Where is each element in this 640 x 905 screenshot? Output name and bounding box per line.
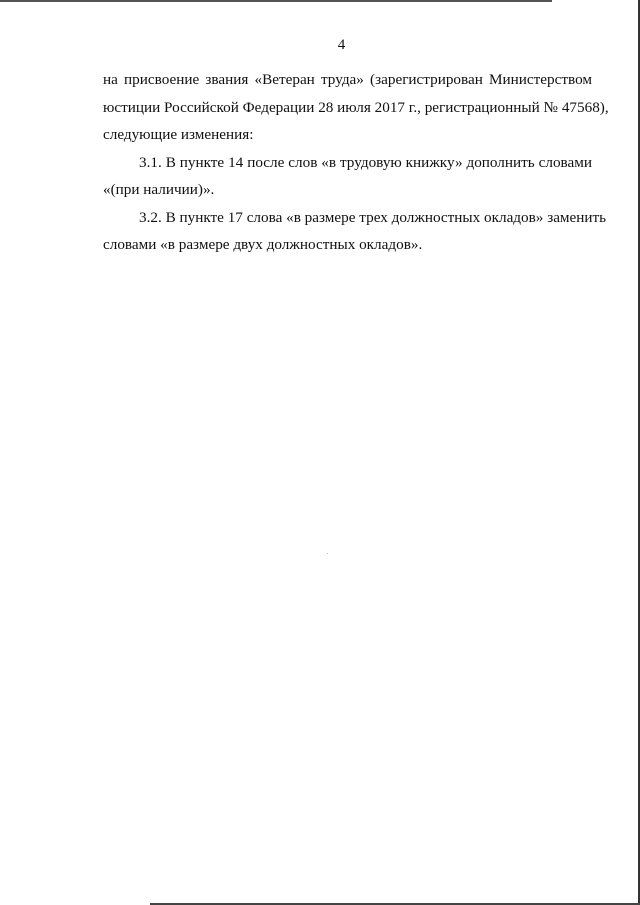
item-3-1-line-2: «(при наличии)». (103, 181, 215, 198)
item-3-2-line-1: 3.2. В пункте 17 слова «в размере трех должностных окладов» заменить (139, 208, 607, 226)
scan-edge-top (0, 0, 552, 2)
item-3-1-paragraph (103, 149, 592, 177)
intro-line-3: следующие изменения: (103, 126, 254, 143)
item-3-2-paragraph (103, 204, 607, 232)
intro-paragraph (103, 66, 609, 149)
document-body (103, 66, 609, 259)
page-number: 4 (337, 37, 346, 53)
intro-line-1: на присвоение звания «Ветеран труда» (зарегистрирован Министерством (103, 71, 592, 88)
scan-speck (327, 553, 328, 554)
item-3-2-continuation (103, 231, 592, 259)
intro-line-2: юстиции Российской Федерации 28 июля 2017 г., регистрационный № 47568), (103, 98, 609, 116)
item-3-1-line-1: 3.1. В пункте 14 после слов «в трудовую книжку» дополнить словами (139, 153, 592, 171)
item-3-2-line-2: словами «в размере двух должностных окладов». (103, 236, 423, 253)
item-3-1-continuation (103, 176, 592, 204)
